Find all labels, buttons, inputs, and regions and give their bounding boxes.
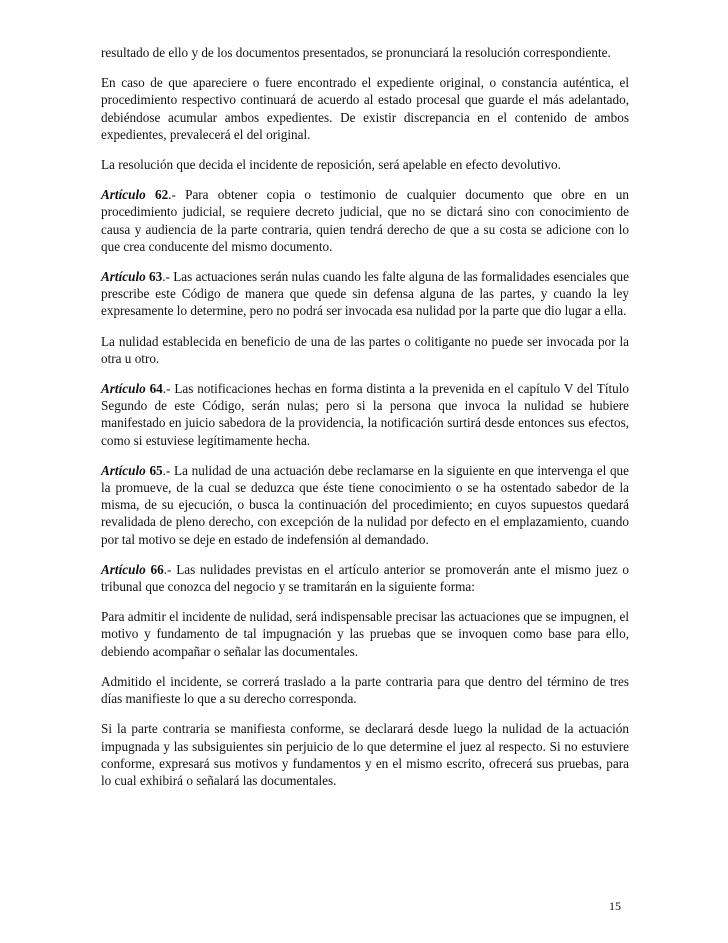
article-62 — [101, 186, 629, 255]
paragraph-admit-incident: Para admitir el incidente de nulidad, será indispensable precisar las actuaciones que se impugnen, el motivo y fundamento de tal impugnación y las pruebas que se invoquen como base para ello, debiendo acompañar o señalar las documentales. — [101, 609, 629, 659]
paragraph-continuation: resultado de ello y de los documentos presentados, se pronunciará la resolución correspondiente. — [101, 45, 611, 60]
article-text: .- Para obtener copia o testimonio de cualquier documento que obre en un procedimiento judicial, se requiere decreto judicial, que no se dictará sino con conocimiento de causa y audiencia de la parte contraria, quien tendrá derecho de que a su costa se adicione con lo que crea conducente del mismo documento. — [101, 187, 629, 254]
paragraph-nullity-benefit: La nulidad establecida en beneficio de una de las partes o colitigante no puede ser invocada por la otra u otro. — [101, 333, 629, 366]
paragraph-conformity: Si la parte contraria se manifiesta conforme, se declarará desde luego la nulidad de la actuación impugnada y las subsiguientes sin perjuicio de lo que determine el juez al respecto. Si no estuviere conforme, expresará sus motivos y fundamentos y en el mismo escrito, ofrecerá sus pruebas, para lo cual exhibirá o señalará las documentales. — [101, 721, 629, 788]
article-text: .- Las notificaciones hechas en forma distinta a la prevenida en el capítulo V del Título Segundo de este Código, serán nulas; pero si la persona que invoca la nulidad se hubiere manifestado en juicio sabedora de la providencia, la notificación surtirá desde entonces sus efectos, como si estuviese legítimamente hecha. — [101, 381, 630, 448]
article-number: 65 — [149, 462, 163, 478]
paragraph-transfer: Admitido el incidente, se correrá traslado a la parte contraria para que dentro del término de tres días manifieste lo que a su derecho corresponda. — [101, 673, 629, 707]
article-65 — [101, 462, 629, 548]
article-text: .- La nulidad de una actuación debe reclamarse en la siguiente en que intervenga el que la promueve, de la cual se deduzca que éste tiene conocimiento o se ha ostentado sabedor de la misma, de su ejecución, o busca la continuación del procedimiento; en cuyos supuestos quedará revalidada de pleno derecho, con excepción de la nulidad por defecto en el emplazamiento, cuando por tal motivo se deje en estado de indefensión al demandado. — [101, 462, 630, 547]
article-label: Artículo — [101, 187, 146, 203]
article-label: Artículo — [101, 462, 146, 478]
article-number: 64 — [149, 381, 163, 397]
article-label: Artículo — [101, 269, 146, 285]
article-number: 62 — [154, 187, 169, 203]
article-number: 63 — [149, 269, 163, 285]
article-number: 66 — [150, 561, 164, 577]
article-63 — [101, 268, 629, 320]
document-body — [101, 44, 629, 802]
article-66 — [101, 561, 629, 595]
article-label: Artículo — [101, 561, 146, 577]
article-label: Artículo — [101, 381, 146, 397]
paragraph-original-record: En caso de que apareciere o fuere encontrado el expediente original, o constancia auténtica, el procedimiento respectivo continuará de acuerdo al estado procesal que guarde el más adelantado, debiéndose acumular ambos expedientes. De existir discrepancia en el contenido de ambos expedientes, prevalecerá el del original. — [101, 75, 629, 142]
paragraph-appeal: La resolución que decida el incidente de reposición, será apelable en efecto devolutivo. — [101, 157, 561, 173]
article-64 — [101, 380, 629, 449]
article-text: .- Las actuaciones serán nulas cuando les falte alguna de las formalidades esenciales que prescribe este Código de manera que quede sin defensa alguna de las partes, y cuando la ley expresamente lo determine, pero no podrá ser invocada esa nulidad por la parte que dio lugar a ella. — [101, 269, 630, 319]
article-text: .- Las nulidades previstas en el artículo anterior se promoverán ante el mismo juez o tribunal que conozca del negocio y se tramitarán en la siguiente forma: — [101, 561, 630, 595]
page-number: 15 — [609, 899, 621, 913]
